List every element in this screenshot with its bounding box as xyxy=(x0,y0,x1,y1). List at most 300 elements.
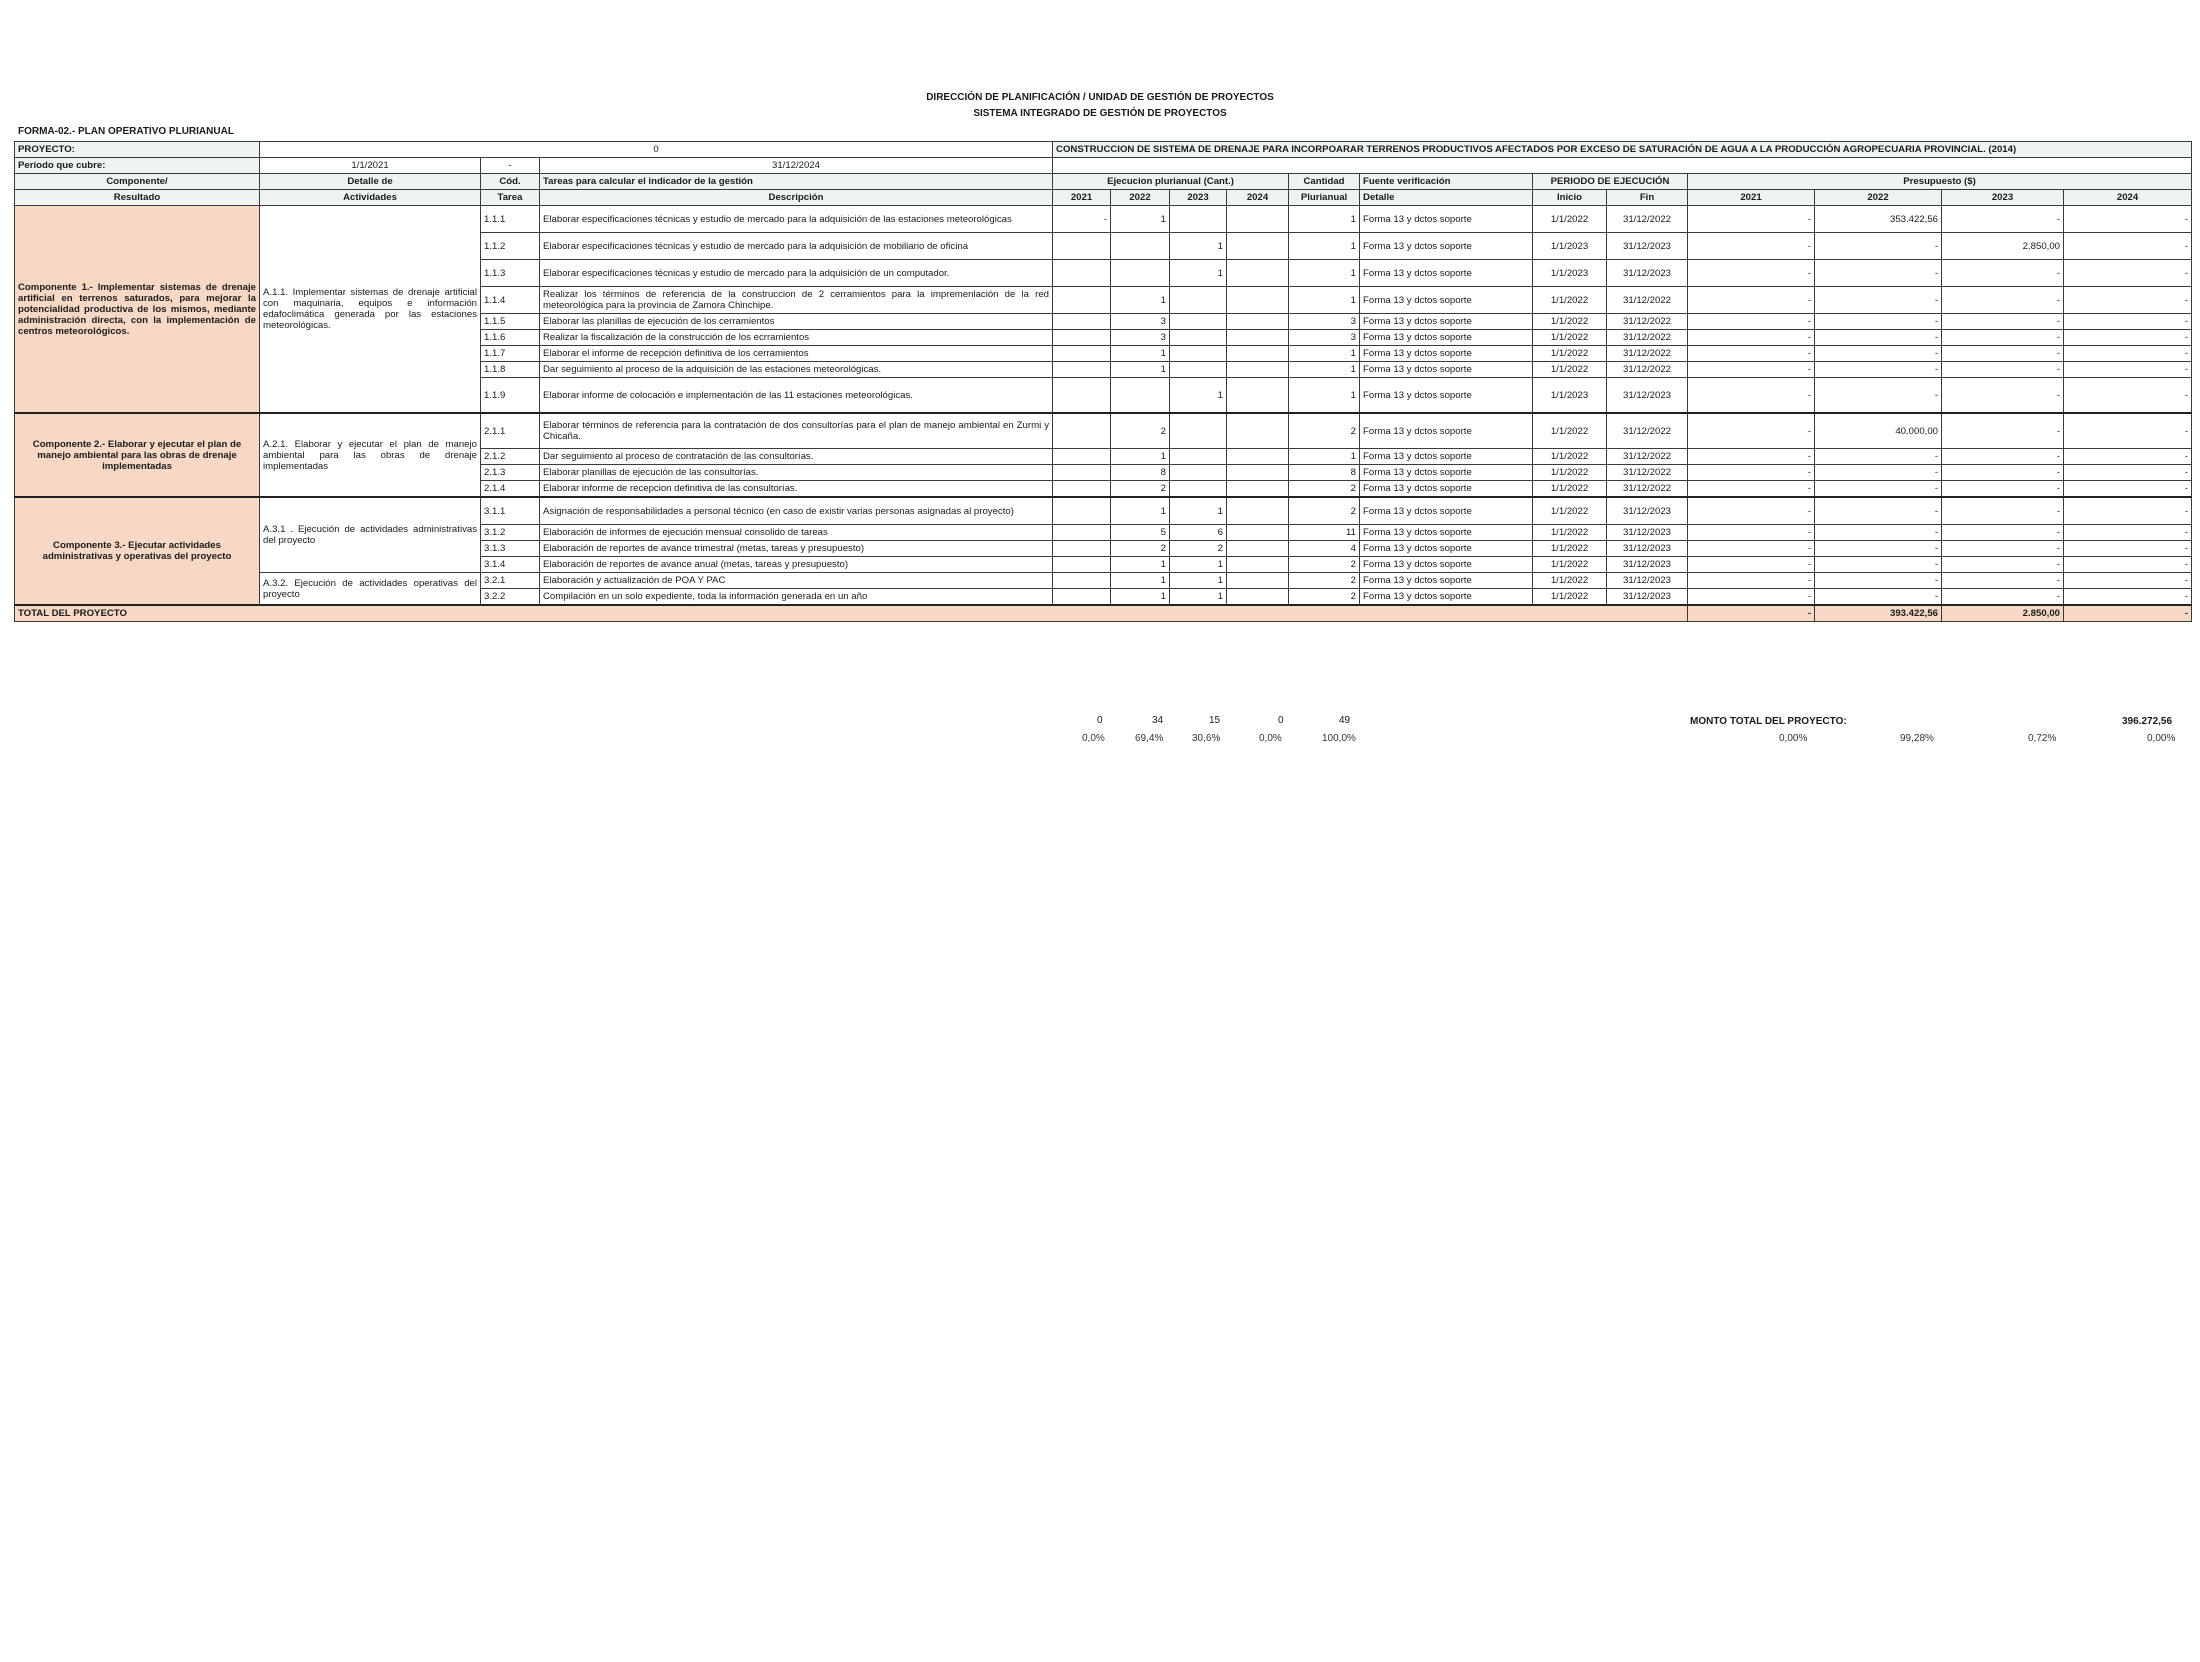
task-inicio: 1/1/2022 xyxy=(1533,206,1607,233)
task-fuente: Forma 13 y dctos soporte xyxy=(1360,314,1533,330)
component-cell: Componente 2.- Elaborar y ejecutar el plan de manejo ambiental para las obras de drenaje implementadas xyxy=(15,413,260,497)
task-inicio: 1/1/2022 xyxy=(1533,465,1607,481)
task-inicio: 1/1/2022 xyxy=(1533,525,1607,541)
task-qty-total: 4 xyxy=(1289,541,1360,557)
total-budget: - xyxy=(1688,605,1815,622)
task-qty-total: 1 xyxy=(1289,206,1360,233)
task-inicio: 1/1/2022 xyxy=(1533,346,1607,362)
task-fuente: Forma 13 y dctos soporte xyxy=(1360,287,1533,314)
task-code: 3.1.1 xyxy=(481,497,540,525)
task-qty xyxy=(1227,541,1289,557)
task-fin: 31/12/2022 xyxy=(1607,362,1688,378)
task-budget: - xyxy=(1815,525,1942,541)
task-code: 2.1.4 xyxy=(481,481,540,498)
plan-table-body xyxy=(15,142,2192,622)
task-qty-total: 1 xyxy=(1289,346,1360,362)
task-budget: - xyxy=(1815,362,1942,378)
task-inicio: 1/1/2022 xyxy=(1533,481,1607,498)
task-fin: 31/12/2023 xyxy=(1607,573,1688,589)
qty-pct-2024: 0,0% xyxy=(1259,733,1282,744)
task-budget: - xyxy=(2064,497,2192,525)
task-qty-total: 1 xyxy=(1289,362,1360,378)
task-qty xyxy=(1227,589,1289,606)
task-budget: - xyxy=(1688,589,1815,606)
task-qty: 8 xyxy=(1111,465,1170,481)
task-fuente: Forma 13 y dctos soporte xyxy=(1360,557,1533,573)
task-fuente: Forma 13 y dctos soporte xyxy=(1360,330,1533,346)
task-description: Compilación en un solo expediente, toda la información generada en un año xyxy=(540,589,1053,606)
task-code: 3.2.2 xyxy=(481,589,540,606)
task-budget: 40.000,00 xyxy=(1815,413,1942,449)
task-fin: 31/12/2022 xyxy=(1607,481,1688,498)
task-inicio: 1/1/2023 xyxy=(1533,260,1607,287)
task-qty xyxy=(1170,362,1227,378)
task-budget: - xyxy=(1942,330,2064,346)
col-qty-year: 2021 xyxy=(1053,190,1111,206)
task-qty: 1 xyxy=(1111,449,1170,465)
total-label: TOTAL DEL PROYECTO xyxy=(15,605,1688,622)
task-description: Elaborar informe de colocación e implementación de las 11 estaciones meteorológicas. xyxy=(540,378,1053,414)
task-qty xyxy=(1053,233,1111,260)
task-qty-total: 2 xyxy=(1289,557,1360,573)
period-blank xyxy=(1053,158,2192,174)
qty-total-2022: 34 xyxy=(1152,715,1164,726)
task-code: 1.1.1 xyxy=(481,206,540,233)
task-budget: - xyxy=(1688,330,1815,346)
task-budget: - xyxy=(1942,573,2064,589)
task-qty: 1 xyxy=(1170,497,1227,525)
task-code: 1.1.4 xyxy=(481,287,540,314)
col-budget-year: 2022 xyxy=(1815,190,1942,206)
task-fin: 31/12/2022 xyxy=(1607,330,1688,346)
task-qty xyxy=(1227,378,1289,414)
task-qty: 6 xyxy=(1170,525,1227,541)
task-budget: - xyxy=(2064,465,2192,481)
qty-pct-2021: 0,0% xyxy=(1082,733,1105,744)
col-budget-year: 2021 xyxy=(1688,190,1815,206)
task-budget: - xyxy=(1942,314,2064,330)
task-fin: 31/12/2023 xyxy=(1607,233,1688,260)
task-qty xyxy=(1170,413,1227,449)
task-budget: - xyxy=(1815,573,1942,589)
task-qty: 1 xyxy=(1111,573,1170,589)
project-label: PROYECTO: xyxy=(15,142,260,158)
task-description: Elaborar especificaciones técnicas y estudio de mercado para la adquisición de mobiliario de oficina xyxy=(540,233,1053,260)
task-qty: 1 xyxy=(1111,287,1170,314)
task-qty xyxy=(1053,362,1111,378)
col-detalle2: Detalle xyxy=(1360,190,1533,206)
total-budget: - xyxy=(2064,605,2192,622)
task-fin: 31/12/2023 xyxy=(1607,557,1688,573)
task-qty xyxy=(1227,557,1289,573)
task-budget: - xyxy=(1942,497,2064,525)
task-budget: - xyxy=(1942,589,2064,606)
col-descripcion: Descripción xyxy=(540,190,1053,206)
task-inicio: 1/1/2022 xyxy=(1533,589,1607,606)
task-qty-total: 3 xyxy=(1289,330,1360,346)
task-fin: 31/12/2023 xyxy=(1607,378,1688,414)
task-fuente: Forma 13 y dctos soporte xyxy=(1360,497,1533,525)
col-presupuesto: Presupuesto ($) xyxy=(1688,174,2192,190)
task-budget: - xyxy=(1942,541,2064,557)
task-description: Elaborar especificaciones técnicas y estudio de mercado para la adquisición de las estaciones meteorológicas xyxy=(540,206,1053,233)
task-budget: - xyxy=(2064,541,2192,557)
task-fuente: Forma 13 y dctos soporte xyxy=(1360,541,1533,557)
task-budget: - xyxy=(1688,260,1815,287)
col-actividades: Actividades xyxy=(260,190,481,206)
task-qty: 1 xyxy=(1170,589,1227,606)
project-name: CONSTRUCCION DE SISTEMA DE DRENAJE PARA INCORPOARAR TERRENOS PRODUCTIVOS AFECTADOS POR EXCESO DE SATURACIÓN DE AGUA A LA PRODUCCIÓN AGROPECUARIA PROVINCIAL. (2014) xyxy=(1053,142,2192,158)
budget-pct-2021: 0,00% xyxy=(1779,733,1808,744)
task-qty-total: 8 xyxy=(1289,465,1360,481)
task-qty xyxy=(1053,378,1111,414)
activity-cell: A.1.1. Implementar sistemas de drenaje artificial con maquinaria, equipos e información edafoclimática generada por las estaciones meteorológicas. xyxy=(260,206,481,414)
task-qty xyxy=(1053,481,1111,498)
task-inicio: 1/1/2023 xyxy=(1533,378,1607,414)
task-qty xyxy=(1053,589,1111,606)
task-qty: 3 xyxy=(1111,314,1170,330)
col-qty-year: 2022 xyxy=(1111,190,1170,206)
task-code: 1.1.5 xyxy=(481,314,540,330)
task-qty xyxy=(1227,330,1289,346)
task-code: 2.1.2 xyxy=(481,449,540,465)
task-budget: - xyxy=(1815,233,1942,260)
task-budget: - xyxy=(1688,573,1815,589)
task-qty xyxy=(1227,573,1289,589)
col-detalle: Detalle de xyxy=(260,174,481,190)
task-description: Realizar la fiscalización de la construcción de los ecrramientos xyxy=(540,330,1053,346)
task-budget: - xyxy=(2064,378,2192,414)
task-description: Asignación de responsabilidades a personal técnico (en caso de existir varias personas asignadas al proyecto) xyxy=(540,497,1053,525)
budget-pct-2023: 0,72% xyxy=(2028,733,2057,744)
task-budget: - xyxy=(2064,557,2192,573)
col-plurianual: Plurianual xyxy=(1289,190,1360,206)
task-fuente: Forma 13 y dctos soporte xyxy=(1360,449,1533,465)
task-qty xyxy=(1227,206,1289,233)
task-budget: - xyxy=(1688,497,1815,525)
task-qty xyxy=(1053,573,1111,589)
task-fin: 31/12/2023 xyxy=(1607,497,1688,525)
col-budget-year: 2023 xyxy=(1942,190,2064,206)
task-qty: 1 xyxy=(1170,378,1227,414)
task-code: 1.1.6 xyxy=(481,330,540,346)
task-inicio: 1/1/2022 xyxy=(1533,573,1607,589)
task-budget: - xyxy=(2064,314,2192,330)
task-fuente: Forma 13 y dctos soporte xyxy=(1360,481,1533,498)
col-fin: Fin xyxy=(1607,190,1688,206)
activity-cell: A.3.2. Ejecución de actividades operativas del proyecto xyxy=(260,573,481,606)
task-qty: 1 xyxy=(1111,362,1170,378)
task-budget: - xyxy=(1815,497,1942,525)
task-budget: - xyxy=(1942,557,2064,573)
task-budget: - xyxy=(1942,287,2064,314)
task-qty-total: 2 xyxy=(1289,481,1360,498)
task-qty xyxy=(1111,378,1170,414)
task-fin: 31/12/2022 xyxy=(1607,287,1688,314)
qty-pct-2022: 69,4% xyxy=(1135,733,1164,744)
task-budget: - xyxy=(1942,260,2064,287)
task-qty xyxy=(1053,525,1111,541)
task-fuente: Forma 13 y dctos soporte xyxy=(1360,413,1533,449)
task-qty xyxy=(1227,481,1289,498)
task-qty-total: 2 xyxy=(1289,413,1360,449)
qty-pct-total: 100,0% xyxy=(1322,733,1356,744)
task-budget: - xyxy=(1688,465,1815,481)
task-qty: 1 xyxy=(1111,589,1170,606)
col-qty-year: 2023 xyxy=(1170,190,1227,206)
task-fin: 31/12/2023 xyxy=(1607,541,1688,557)
task-inicio: 1/1/2023 xyxy=(1533,233,1607,260)
task-qty xyxy=(1053,557,1111,573)
task-inicio: 1/1/2022 xyxy=(1533,330,1607,346)
task-inicio: 1/1/2022 xyxy=(1533,413,1607,449)
period-separator: - xyxy=(481,158,540,174)
task-budget: - xyxy=(1815,465,1942,481)
task-budget: - xyxy=(1815,314,1942,330)
task-code: 1.1.7 xyxy=(481,346,540,362)
task-description: Elaboración de informes de ejecución mensual consolido de tareas xyxy=(540,525,1053,541)
task-budget: - xyxy=(2064,481,2192,498)
task-budget: - xyxy=(1815,557,1942,573)
total-budget: 2.850,00 xyxy=(1942,605,2064,622)
task-description: Dar seguimiento al proceso de la adquisición de las estaciones meteorológicas. xyxy=(540,362,1053,378)
report-subtitle: SISTEMA INTEGRADO DE GESTIÓN DE PROYECTOS xyxy=(973,108,1227,119)
period-start: 1/1/2021 xyxy=(260,158,481,174)
task-description: Elaborar planillas de ejecución de las consultorías. xyxy=(540,465,1053,481)
task-qty: 1 xyxy=(1170,557,1227,573)
col-tareas-title: Tareas para calcular el indicador de la gestión xyxy=(540,174,1053,190)
task-budget: - xyxy=(1815,449,1942,465)
task-qty xyxy=(1053,260,1111,287)
task-qty xyxy=(1227,362,1289,378)
task-code: 3.2.1 xyxy=(481,573,540,589)
total-row xyxy=(15,605,2192,622)
task-qty xyxy=(1227,413,1289,449)
task-description: Dar seguimiento al proceso de contratación de las consultorías. xyxy=(540,449,1053,465)
period-row xyxy=(15,158,2192,174)
task-budget: - xyxy=(1688,314,1815,330)
task-fuente: Forma 13 y dctos soporte xyxy=(1360,573,1533,589)
task-budget: - xyxy=(1942,346,2064,362)
task-qty: 2 xyxy=(1111,481,1170,498)
col-periodo: PERIODO DE EJECUCIÓN xyxy=(1533,174,1688,190)
task-qty: 1 xyxy=(1170,260,1227,287)
task-qty xyxy=(1053,497,1111,525)
form-label: FORMA-02.- PLAN OPERATIVO PLURIANUAL xyxy=(18,126,234,137)
col-cantidad: Cantidad xyxy=(1289,174,1360,190)
task-budget: - xyxy=(1688,233,1815,260)
task-qty-total: 1 xyxy=(1289,260,1360,287)
task-inicio: 1/1/2022 xyxy=(1533,541,1607,557)
task-qty xyxy=(1053,413,1111,449)
task-code: 1.1.8 xyxy=(481,362,540,378)
task-qty: 2 xyxy=(1170,541,1227,557)
task-qty xyxy=(1227,525,1289,541)
task-description: Elaboración de reportes de avance trimestral (metas, tareas y presupuesto) xyxy=(540,541,1053,557)
task-fuente: Forma 13 y dctos soporte xyxy=(1360,233,1533,260)
header-row-1 xyxy=(15,174,2192,190)
task-code: 3.1.2 xyxy=(481,525,540,541)
task-qty-total: 2 xyxy=(1289,497,1360,525)
task-fin: 31/12/2022 xyxy=(1607,465,1688,481)
task-qty xyxy=(1053,287,1111,314)
col-qty-year: 2024 xyxy=(1227,190,1289,206)
task-qty: 1 xyxy=(1111,206,1170,233)
task-budget: - xyxy=(1815,481,1942,498)
task-qty xyxy=(1227,287,1289,314)
task-fin: 31/12/2022 xyxy=(1607,346,1688,362)
task-qty-total: 1 xyxy=(1289,287,1360,314)
task-qty xyxy=(1170,481,1227,498)
task-budget: - xyxy=(1688,449,1815,465)
task-fuente: Forma 13 y dctos soporte xyxy=(1360,206,1533,233)
budget-pct-2022: 99,28% xyxy=(1900,733,1934,744)
task-budget: - xyxy=(1815,541,1942,557)
task-budget: - xyxy=(1815,260,1942,287)
task-budget: - xyxy=(2064,346,2192,362)
task-qty: 5 xyxy=(1111,525,1170,541)
budget-pct-2024: 0,00% xyxy=(2147,733,2176,744)
task-qty-total: 2 xyxy=(1289,589,1360,606)
task-code: 1.1.3 xyxy=(481,260,540,287)
task-fuente: Forma 13 y dctos soporte xyxy=(1360,346,1533,362)
header-row-2 xyxy=(15,190,2192,206)
activity-cell: A.3.1 . Ejecución de actividades administrativas del proyecto xyxy=(260,497,481,573)
task-qty xyxy=(1227,497,1289,525)
task-description: Elaborar especificaciones técnicas y estudio de mercado para la adquisición de un computador. xyxy=(540,260,1053,287)
task-fuente: Forma 13 y dctos soporte xyxy=(1360,589,1533,606)
task-fin: 31/12/2023 xyxy=(1607,260,1688,287)
task-qty: 2 xyxy=(1111,541,1170,557)
task-fin: 31/12/2023 xyxy=(1607,589,1688,606)
task-qty xyxy=(1053,465,1111,481)
qty-total-2023: 15 xyxy=(1209,715,1221,726)
task-budget: - xyxy=(1942,413,2064,449)
task-inicio: 1/1/2022 xyxy=(1533,449,1607,465)
task-budget: - xyxy=(1942,449,2064,465)
task-description: Elaborar el informe de recepción definitiva de los cerramientos xyxy=(540,346,1053,362)
task-fuente: Forma 13 y dctos soporte xyxy=(1360,525,1533,541)
task-code: 3.1.3 xyxy=(481,541,540,557)
task-code: 1.1.2 xyxy=(481,233,540,260)
task-qty: 1 xyxy=(1111,346,1170,362)
task-qty xyxy=(1227,449,1289,465)
col-componente: Componente/ xyxy=(15,174,260,190)
monto-total-value: 396.272,56 xyxy=(2122,716,2173,727)
task-budget: - xyxy=(1942,525,2064,541)
task-budget: - xyxy=(2064,589,2192,606)
period-label: Período que cubre: xyxy=(15,158,260,174)
task-budget: - xyxy=(2064,260,2192,287)
task-qty-total: 1 xyxy=(1289,449,1360,465)
task-budget: 2.850,00 xyxy=(1942,233,2064,260)
task-qty xyxy=(1170,449,1227,465)
task-description: Elaboración y actualización de POA Y PAC xyxy=(540,573,1053,589)
task-fin: 31/12/2023 xyxy=(1607,525,1688,541)
col-cod: Cód. xyxy=(481,174,540,190)
task-qty xyxy=(1170,314,1227,330)
qty-total-2024: 0 xyxy=(1278,715,1284,726)
task-qty-total: 11 xyxy=(1289,525,1360,541)
task-qty-total: 1 xyxy=(1289,378,1360,414)
project-code: 0 xyxy=(260,142,1053,158)
task-budget: - xyxy=(1942,465,2064,481)
task-fin: 31/12/2022 xyxy=(1607,449,1688,465)
task-budget: - xyxy=(1815,330,1942,346)
task-inicio: 1/1/2022 xyxy=(1533,314,1607,330)
task-budget: - xyxy=(1815,287,1942,314)
task-qty: 2 xyxy=(1111,413,1170,449)
task-fuente: Forma 13 y dctos soporte xyxy=(1360,378,1533,414)
task-fin: 31/12/2022 xyxy=(1607,314,1688,330)
col-ejecucion: Ejecucion plurianual (Cant.) xyxy=(1053,174,1289,190)
task-qty: 1 xyxy=(1111,557,1170,573)
col-budget-year: 2024 xyxy=(2064,190,2192,206)
task-qty xyxy=(1170,206,1227,233)
task-description: Elaboración de reportes de avance anual (metas, tareas y presupuesto) xyxy=(540,557,1053,573)
task-budget: - xyxy=(2064,449,2192,465)
task-budget: - xyxy=(1688,287,1815,314)
task-budget: - xyxy=(1942,206,2064,233)
qty-pct-2023: 30,6% xyxy=(1192,733,1221,744)
col-fuente: Fuente verificación xyxy=(1360,174,1533,190)
task-qty xyxy=(1111,233,1170,260)
task-qty xyxy=(1227,260,1289,287)
task-qty xyxy=(1111,260,1170,287)
task-budget: - xyxy=(2064,330,2192,346)
qty-total-2021: 0 xyxy=(1097,715,1103,726)
task-budget: - xyxy=(1942,481,2064,498)
task-qty xyxy=(1170,465,1227,481)
monto-total-label: MONTO TOTAL DEL PROYECTO: xyxy=(1690,716,1847,727)
task-budget: - xyxy=(2064,233,2192,260)
task-budget: - xyxy=(1688,346,1815,362)
task-fuente: Forma 13 y dctos soporte xyxy=(1360,260,1533,287)
task-budget: - xyxy=(1688,557,1815,573)
task-budget: - xyxy=(1688,481,1815,498)
task-qty xyxy=(1053,541,1111,557)
task-code: 2.1.3 xyxy=(481,465,540,481)
task-code: 3.1.4 xyxy=(481,557,540,573)
task-budget: - xyxy=(1688,206,1815,233)
task-qty: 1 xyxy=(1170,573,1227,589)
task-qty: 1 xyxy=(1111,497,1170,525)
task-inicio: 1/1/2022 xyxy=(1533,497,1607,525)
task-budget: - xyxy=(2064,206,2192,233)
activity-cell: A.2.1. Elaborar y ejecutar el plan de manejo ambiental para las obras de drenaje implementadas xyxy=(260,413,481,497)
plan-table xyxy=(14,141,2192,622)
task-qty xyxy=(1170,330,1227,346)
task-code: 1.1.9 xyxy=(481,378,540,414)
task-budget: - xyxy=(1688,378,1815,414)
task-inicio: 1/1/2022 xyxy=(1533,362,1607,378)
col-tarea: Tarea xyxy=(481,190,540,206)
task-description: Elaborar términos de referencia para la contratación de dos consultorías para el plan de manejo ambiental en Zurmi y Chicaña. xyxy=(540,413,1053,449)
table-row xyxy=(15,413,2192,449)
task-budget: 353.422,56 xyxy=(1815,206,1942,233)
task-qty xyxy=(1053,346,1111,362)
task-fin: 31/12/2022 xyxy=(1607,413,1688,449)
task-qty-total: 3 xyxy=(1289,314,1360,330)
task-budget: - xyxy=(1942,378,2064,414)
task-fin: 31/12/2022 xyxy=(1607,206,1688,233)
period-end: 31/12/2024 xyxy=(540,158,1053,174)
task-budget: - xyxy=(2064,525,2192,541)
task-budget: - xyxy=(2064,573,2192,589)
task-qty xyxy=(1227,465,1289,481)
task-description: Realizar los términos de referencia de la construccion de 2 cerramientos para la impremenlación de la red meteorológica para la provincia de Zamora Chinchipe. xyxy=(540,287,1053,314)
component-cell: Componente 3.- Ejecutar actividades administrativas y operativas del proyecto xyxy=(15,497,260,605)
